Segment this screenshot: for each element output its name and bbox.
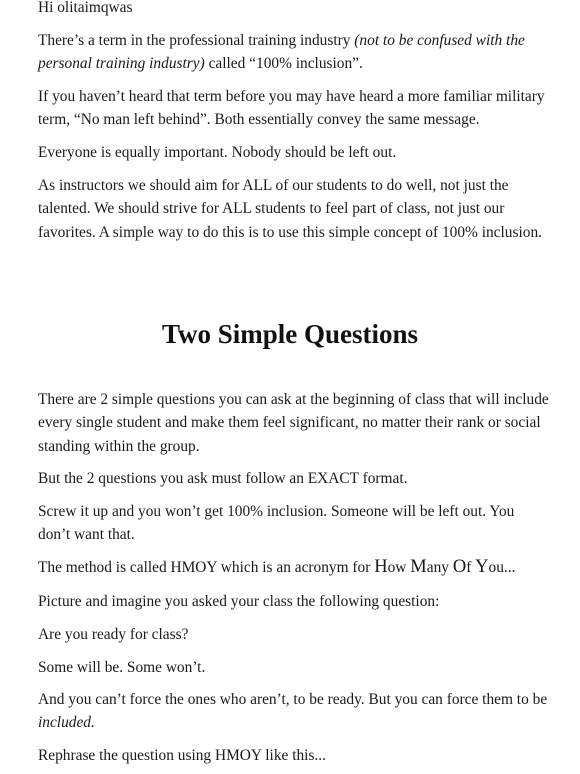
paragraph-some-will-be: Some will be. Some won’t. (38, 659, 206, 676)
italic-aside: (not to be confused with the personal training industry) (38, 32, 525, 73)
paragraph-text: called “100% inclusion”. (204, 55, 363, 73)
section-heading: Two Simple Questions (161, 319, 419, 349)
greeting-line: Hi olitaimqwas (38, 0, 133, 16)
acronym-letter-y: Y (475, 557, 489, 577)
paragraph-exact-format: But the 2 questions you ask must follow an EXACT format. (38, 470, 408, 487)
acronym-letter-h: H (374, 557, 388, 577)
italic-emphasis: included. (38, 714, 95, 732)
paragraph-picture-imagine: Picture and imagine you asked your class the following question: (38, 593, 440, 610)
acronym-word-rest: f (466, 559, 476, 576)
paragraph-rephrase: Rephrase the question using HMOY like this... (38, 747, 326, 764)
paragraph-force-included (38, 688, 550, 735)
paragraph-military-term: If you haven’t heard that term before you may have heard a more familiar military term, “No man left behind”. Both essentially convey the same message. (38, 88, 545, 129)
acronym-word-rest: ou... (488, 559, 516, 576)
paragraph-text: The method is called HMOY which is an acronym for (38, 559, 375, 576)
acronym-word-rest: any (426, 559, 453, 576)
paragraph-two-questions: There are 2 simple questions you can ask at the beginning of class that will include every single student and make them feel significant, no matter their rank or social standing within the group. (38, 391, 549, 455)
paragraph-training-term (38, 29, 550, 76)
paragraph-text: And you can’t force the ones who aren’t, to be ready. But you can force them to be (38, 691, 548, 708)
paragraph-everyone-important: Everyone is equally important. Nobody should be left out. (38, 144, 397, 161)
acronym-word-rest: ow (387, 559, 411, 576)
acronym-letter-m: M (410, 557, 427, 577)
paragraph-question-ready: Are you ready for class? (38, 626, 189, 643)
paragraph-screw-it-up: Screw it up and you won’t get 100% inclusion. Someone will be left out. You don’t want that. (38, 503, 515, 544)
paragraph-hmoy-method (38, 556, 550, 579)
paragraph-text: There’s a term in the professional training industry (38, 32, 355, 49)
acronym-letter-o: O (452, 557, 467, 577)
paragraph-instructors-aim: As instructors we should aim for ALL of our students to do well, not just the talented. We should strive for ALL students to feel part of class, not just our favorites. A simple way to do this is to use this simple concept of 100% inclusion. (38, 177, 542, 241)
